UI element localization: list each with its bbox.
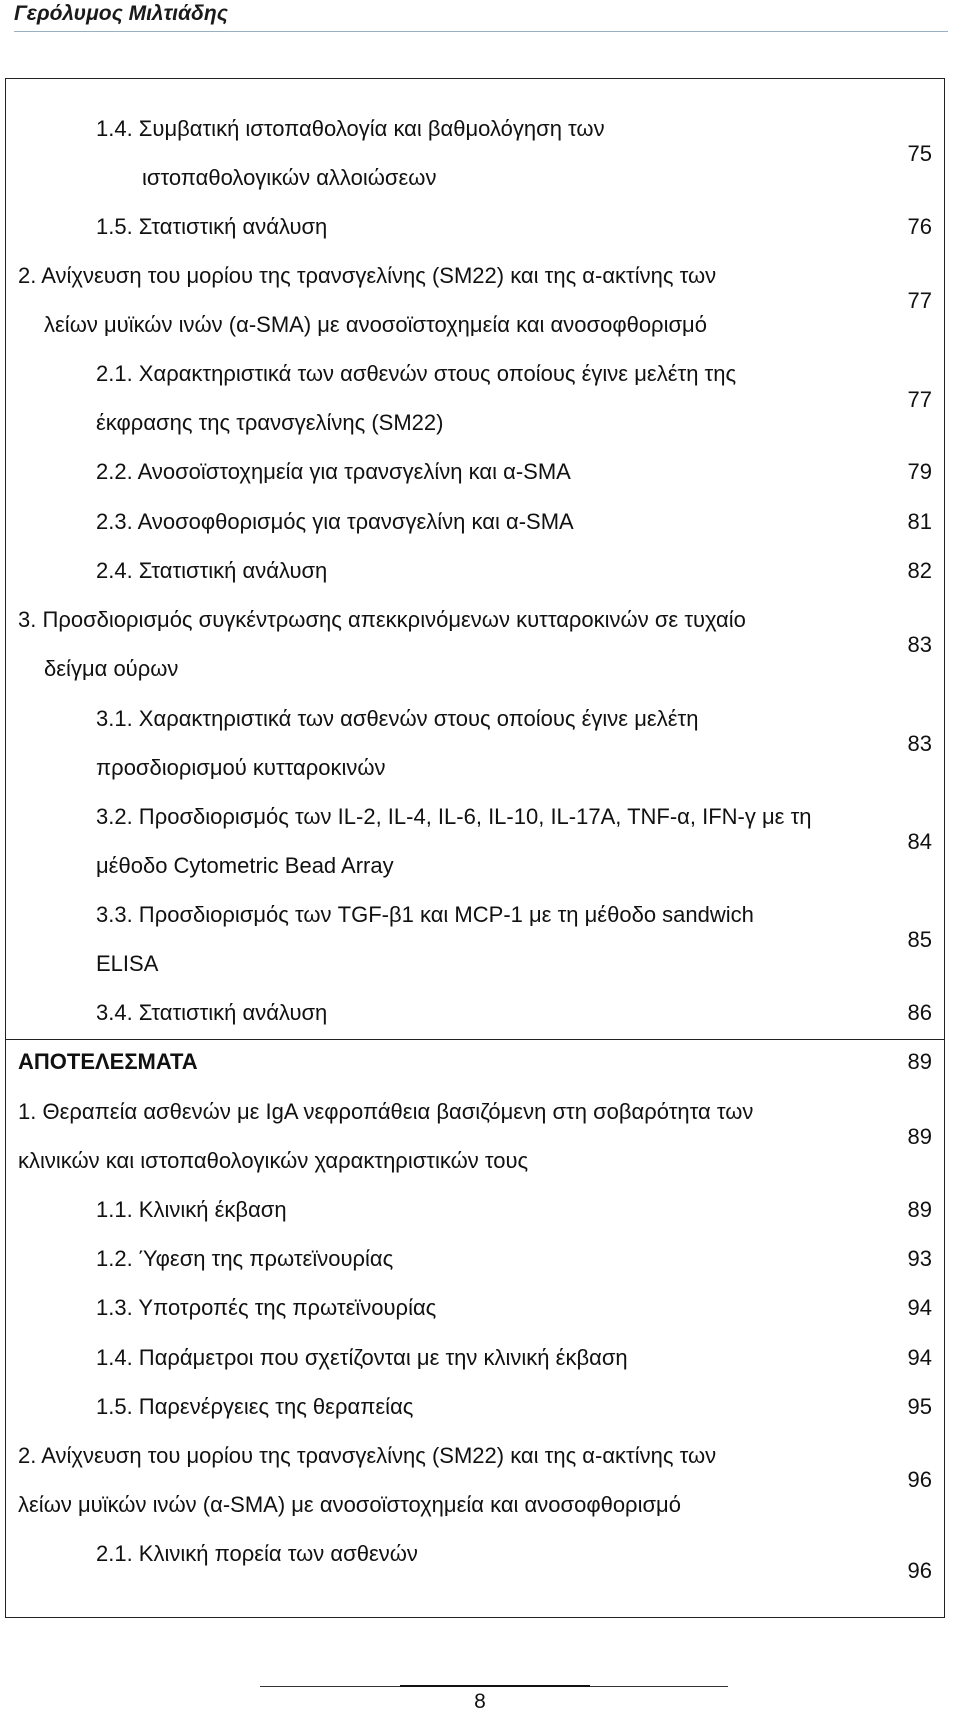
toc-page-number: 96 <box>907 1558 932 1583</box>
toc-page-number: 86 <box>907 1000 932 1025</box>
toc-page-number: 79 <box>907 459 932 484</box>
toc-page-number: 89 <box>907 1049 932 1074</box>
toc-entry-text: λείων μυϊκών ινών (α-SMA) με ανοσοϊστοχημεία και ανοσοφθορισμό <box>44 312 707 337</box>
toc-entry-text: 2.4. Στατιστική ανάλυση <box>96 558 328 583</box>
toc-entry-text: 1.4. Συμβατική ιστοπαθολογία και βαθμολόγηση των <box>96 116 605 141</box>
toc-page-number: 81 <box>907 509 932 534</box>
toc-entry-text: ιστοπαθολογικών αλλοιώσεων <box>142 165 437 190</box>
toc-entry-text: 2.1. Χαρακτηριστικά των ασθενών στους οποίους έγινε μελέτη της <box>96 361 737 386</box>
toc-entry-text: 2. Ανίχνευση του μορίου της τρανσγελίνης (SM22) και της α-ακτίνης των <box>18 1443 717 1468</box>
toc-entry-text: 1.5. Στατιστική ανάλυση <box>96 214 328 239</box>
toc-page-number: 77 <box>907 387 932 412</box>
toc-entry-text: ELISA <box>96 951 159 976</box>
toc-page-number: 82 <box>907 558 932 583</box>
toc-heading-text: ΑΠΟΤΕΛΕΣΜΑΤΑ <box>18 1049 198 1074</box>
toc-entry-text: 3. Προσδιορισμός συγκέντρωσης απεκκρινόμενων κυτταροκινών σε τυχαίο <box>18 607 746 632</box>
toc-page-number: 83 <box>907 731 932 756</box>
toc-entry-text: 3.3. Προσδιορισμός των TGF-β1 και MCP-1 με τη μέθοδο sandwich <box>96 902 754 927</box>
toc-page-number: 94 <box>907 1295 932 1320</box>
toc-page-number: 83 <box>907 632 932 657</box>
toc-page-number: 85 <box>907 927 932 952</box>
toc-box <box>5 78 945 1618</box>
toc-page-number: 93 <box>907 1246 932 1271</box>
toc-section-divider <box>5 1039 945 1040</box>
toc-entry-text: δείγμα ούρων <box>44 656 179 681</box>
footer-divider-accent <box>400 1685 590 1687</box>
toc-entry-text: 1.5. Παρενέργειες της θεραπείας <box>96 1394 414 1419</box>
toc-entry-text: 1.1. Κλινική έκβαση <box>96 1197 287 1222</box>
page-number: 8 <box>474 1690 486 1713</box>
header-divider <box>14 31 948 32</box>
toc-entry-text: 2.3. Ανοσοφθορισμός για τρανσγελίνη και α-SMA <box>96 509 574 534</box>
toc-page-number: 89 <box>907 1124 932 1149</box>
toc-entry-text: έκφρασης της τρανσγελίνης (SM22) <box>96 410 444 435</box>
toc-entry-text: μέθοδο Cytometric Bead Array <box>96 853 394 878</box>
toc-page-number: 94 <box>907 1345 932 1370</box>
toc-entry-text: κλινικών και ιστοπαθολογικών χαρακτηριστικών τους <box>18 1148 529 1173</box>
toc-page-number: 89 <box>907 1197 932 1222</box>
toc-entry-text: 2.2. Ανοσοϊστοχημεία για τρανσγελίνη και α-SMA <box>96 459 571 484</box>
toc-entry-text: λείων μυϊκών ινών (α-SMA) με ανοσοϊστοχημεία και ανοσοφθορισμό <box>18 1492 681 1517</box>
toc-entry-text: 1. Θεραπεία ασθενών με IgA νεφροπάθεια βασιζόμενη στη σοβαρότητα των <box>18 1099 754 1124</box>
toc-page-number: 84 <box>907 829 932 854</box>
toc-entry-text: 1.2. Ύφεση της πρωτεϊνουρίας <box>96 1246 394 1271</box>
toc-entry-text: 3.4. Στατιστική ανάλυση <box>96 1000 328 1025</box>
toc-entry-text: 3.2. Προσδιορισμός των IL-2, IL-4, IL-6, IL-10, IL-17A, TNF-α, IFN-γ με τη <box>96 804 812 829</box>
toc-entry-text: προσδιορισμού κυτταροκινών <box>96 755 386 780</box>
toc-entry-text: 2.1. Κλινική πορεία των ασθενών <box>96 1541 418 1566</box>
toc-page-number: 96 <box>907 1467 932 1492</box>
toc-page-number: 77 <box>907 288 932 313</box>
toc-entry-text: 2. Ανίχνευση του μορίου της τρανσγελίνης (SM22) και της α-ακτίνης των <box>18 263 717 288</box>
toc-page-number: 95 <box>907 1394 932 1419</box>
toc-entry-text: 1.4. Παράμετροι που σχετίζονται με την κλινική έκβαση <box>96 1345 628 1370</box>
toc-page-number: 76 <box>907 214 932 239</box>
author-name: Γερόλυμος Μιλτιάδης <box>14 2 228 25</box>
toc-entry-text: 1.3. Υποτροπές της πρωτεϊνουρίας <box>96 1295 437 1320</box>
toc-page-number: 75 <box>907 141 932 166</box>
toc-entry-text: 3.1. Χαρακτηριστικά των ασθενών στους οποίους έγινε μελέτη <box>96 706 699 731</box>
